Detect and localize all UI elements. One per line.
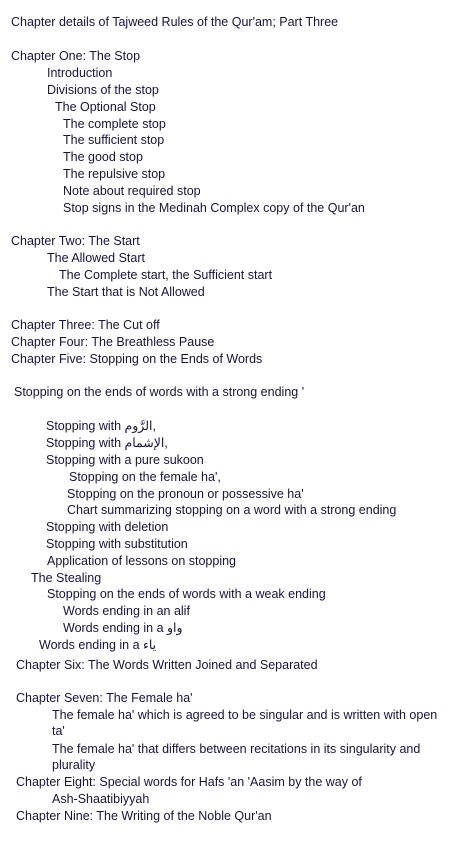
toc-item: Application of lessons on stopping bbox=[47, 554, 237, 568]
toc-item: Stopping with substitution bbox=[46, 537, 188, 551]
toc-item: Stopping on the pronoun or possessive ha' bbox=[67, 487, 304, 501]
toc-item: The Start that is Not Allowed bbox=[47, 285, 205, 299]
document-title: Chapter details of Tajweed Rules of the Qur'am; Part Three bbox=[11, 15, 339, 29]
toc-item: Ash-Shaatibiyyah bbox=[52, 792, 150, 806]
toc-item: The Complete start, the Sufficient start bbox=[59, 268, 273, 282]
chapter-four-heading: Chapter Four: The Breathless Pause bbox=[11, 335, 215, 349]
toc-item: Stop signs in the Medinah Complex copy of the Qur'an bbox=[63, 201, 365, 215]
toc-item: Chart summarizing stopping on a word with a strong ending bbox=[67, 503, 397, 517]
toc-item: Divisions of the stop bbox=[47, 83, 159, 97]
toc-item: The female ha' that differs between recitations in its singularity and plurality bbox=[52, 742, 421, 772]
toc-item: Words ending in an alif bbox=[63, 604, 190, 618]
chapter-one-heading: Chapter One: The Stop bbox=[11, 49, 141, 63]
toc-item: Stopping with deletion bbox=[46, 520, 169, 534]
chapter-two-heading: Chapter Two: The Start bbox=[11, 234, 140, 248]
toc-item: Introduction bbox=[47, 66, 113, 80]
toc-item: The female ha' which is agreed to be singular and is written with open ta' bbox=[52, 708, 438, 738]
toc-item: The Allowed Start bbox=[47, 251, 145, 265]
toc-item: The Optional Stop bbox=[55, 100, 156, 114]
toc-item: The good stop bbox=[63, 150, 143, 164]
toc-item: The repulsive stop bbox=[63, 167, 166, 181]
toc-item: Note about required stop bbox=[63, 184, 201, 198]
toc-item: The sufficient stop bbox=[63, 133, 165, 147]
toc-item: Stopping on the ends of words with a weak ending bbox=[47, 587, 326, 601]
toc-item: Stopping with الرَّوم, bbox=[46, 419, 156, 433]
chapter-five-heading: Chapter Five: Stopping on the Ends of Words bbox=[11, 352, 263, 366]
toc-item: Stopping on the female ha', bbox=[69, 470, 221, 484]
chapter-eight-heading: Chapter Eight: Special words for Hafs 'an 'Aasim by the way of bbox=[16, 775, 362, 789]
toc-item: Stopping with a pure sukoon bbox=[46, 453, 204, 467]
chapter-six-heading: Chapter Six: The Words Written Joined and Separated bbox=[16, 658, 318, 672]
toc-item: Stopping on the ends of words with a strong ending ' bbox=[14, 385, 305, 399]
chapter-three-heading: Chapter Three: The Cut off bbox=[11, 318, 160, 332]
toc-item: Stopping with الإشمام, bbox=[46, 436, 168, 450]
chapter-nine-heading: Chapter Nine: The Writing of the Noble Qur'an bbox=[16, 809, 272, 823]
toc-item: The complete stop bbox=[63, 117, 166, 131]
toc-item: Words ending in a واو bbox=[63, 621, 183, 635]
chapter-seven-heading: Chapter Seven: The Female ha' bbox=[16, 691, 193, 705]
toc-item: The Stealing bbox=[31, 571, 102, 585]
toc-item: Words ending in a ياء bbox=[39, 638, 157, 652]
